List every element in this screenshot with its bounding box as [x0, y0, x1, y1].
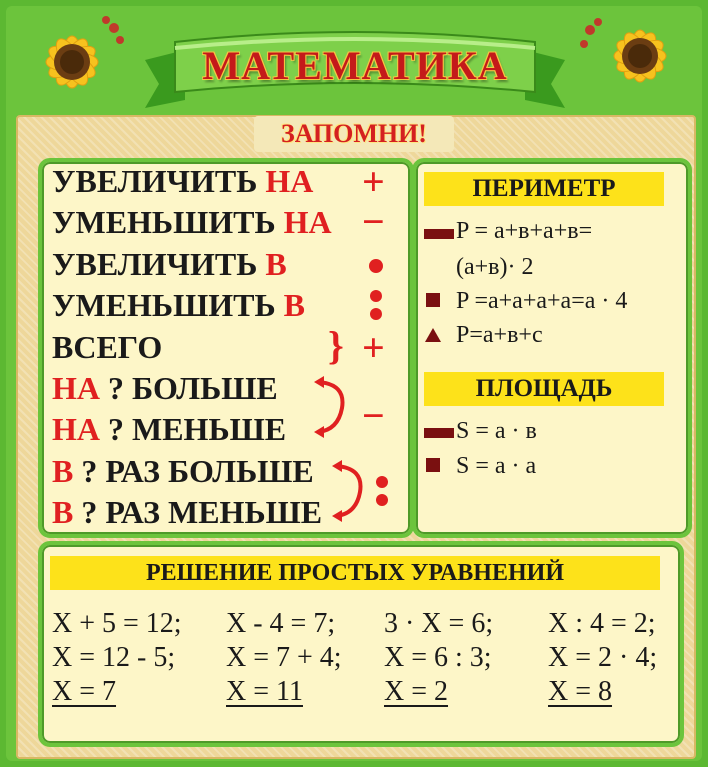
perimeter-formula: P=а+в+с — [456, 322, 543, 348]
perimeter-formula: P =а+а+а+а=а · 4 — [456, 288, 628, 314]
curved-arrow-icon — [330, 458, 366, 524]
minus-sign: − — [362, 393, 385, 438]
triangle-icon — [424, 327, 442, 343]
equation-line: X = 7 + 4; — [226, 642, 342, 673]
divide-colon-icon — [366, 288, 386, 322]
multiply-dot-icon — [366, 256, 386, 276]
equations-heading: РЕШЕНИЕ ПРОСТЫХ УРАВНЕНИЙ — [50, 556, 660, 590]
equation-answer: X = 2 — [384, 676, 449, 707]
operation-row: УВЕЛИЧИТЬ В — [52, 246, 287, 282]
equation-line: X = 6 : 3; — [384, 642, 492, 673]
equation-answer: X = 7 — [52, 676, 117, 707]
area-heading: ПЛОЩАДЬ — [424, 372, 664, 406]
operation-row: НА ? БОЛЬШЕ — [52, 370, 278, 406]
operation-row: В ? РАЗ МЕНЬШЕ — [52, 494, 323, 530]
plus-sign: + — [362, 159, 385, 204]
brace-icon: } — [328, 323, 344, 368]
plus-sign: + — [362, 325, 385, 370]
rectangle-icon — [424, 229, 454, 239]
equation-line: X + 5 = 12; — [52, 608, 182, 639]
sunflower-right-icon — [574, 0, 698, 120]
equation-line: 3 · X = 6; — [384, 608, 494, 639]
square-icon — [426, 293, 440, 307]
operation-row: НА ? МЕНЬШЕ — [52, 411, 287, 447]
curved-arrow-icon — [312, 374, 348, 440]
operation-row: В ? РАЗ БОЛЬШЕ — [52, 453, 314, 489]
perimeter-formula: (а+в)· 2 — [456, 254, 534, 280]
equation-line: X - 4 = 7; — [226, 608, 336, 639]
equation-line: X = 2 · 4; — [548, 642, 658, 673]
equation-answer: X = 8 — [548, 676, 613, 707]
operation-row: УВЕЛИЧИТЬ НА — [52, 163, 314, 199]
perimeter-formula: P = а+в+а+в= — [456, 218, 593, 244]
poster-title: МАТЕМАТИКА — [202, 43, 508, 88]
operation-row: ВСЕГО — [52, 329, 163, 365]
perimeter-heading: ПЕРИМЕТР — [424, 172, 664, 206]
area-formula: S = а · а — [456, 453, 537, 479]
square-icon — [426, 458, 440, 472]
area-formula: S = а · в — [456, 418, 537, 444]
equation-line: X : 4 = 2; — [548, 608, 656, 639]
geometry-panel — [412, 158, 692, 538]
minus-sign: − — [362, 199, 385, 244]
equation-line: X = 12 - 5; — [52, 642, 176, 673]
rectangle-icon — [424, 428, 454, 438]
poster-subtitle: ЗАПОМНИ! — [254, 116, 454, 152]
equation-answer: X = 11 — [226, 676, 303, 707]
divide-colon-icon — [372, 474, 392, 508]
operation-row: УМЕНЬШИТЬ НА — [52, 204, 332, 240]
sunflower-left-icon — [14, 0, 134, 120]
operation-row: УМЕНЬШИТЬ В — [52, 287, 305, 323]
